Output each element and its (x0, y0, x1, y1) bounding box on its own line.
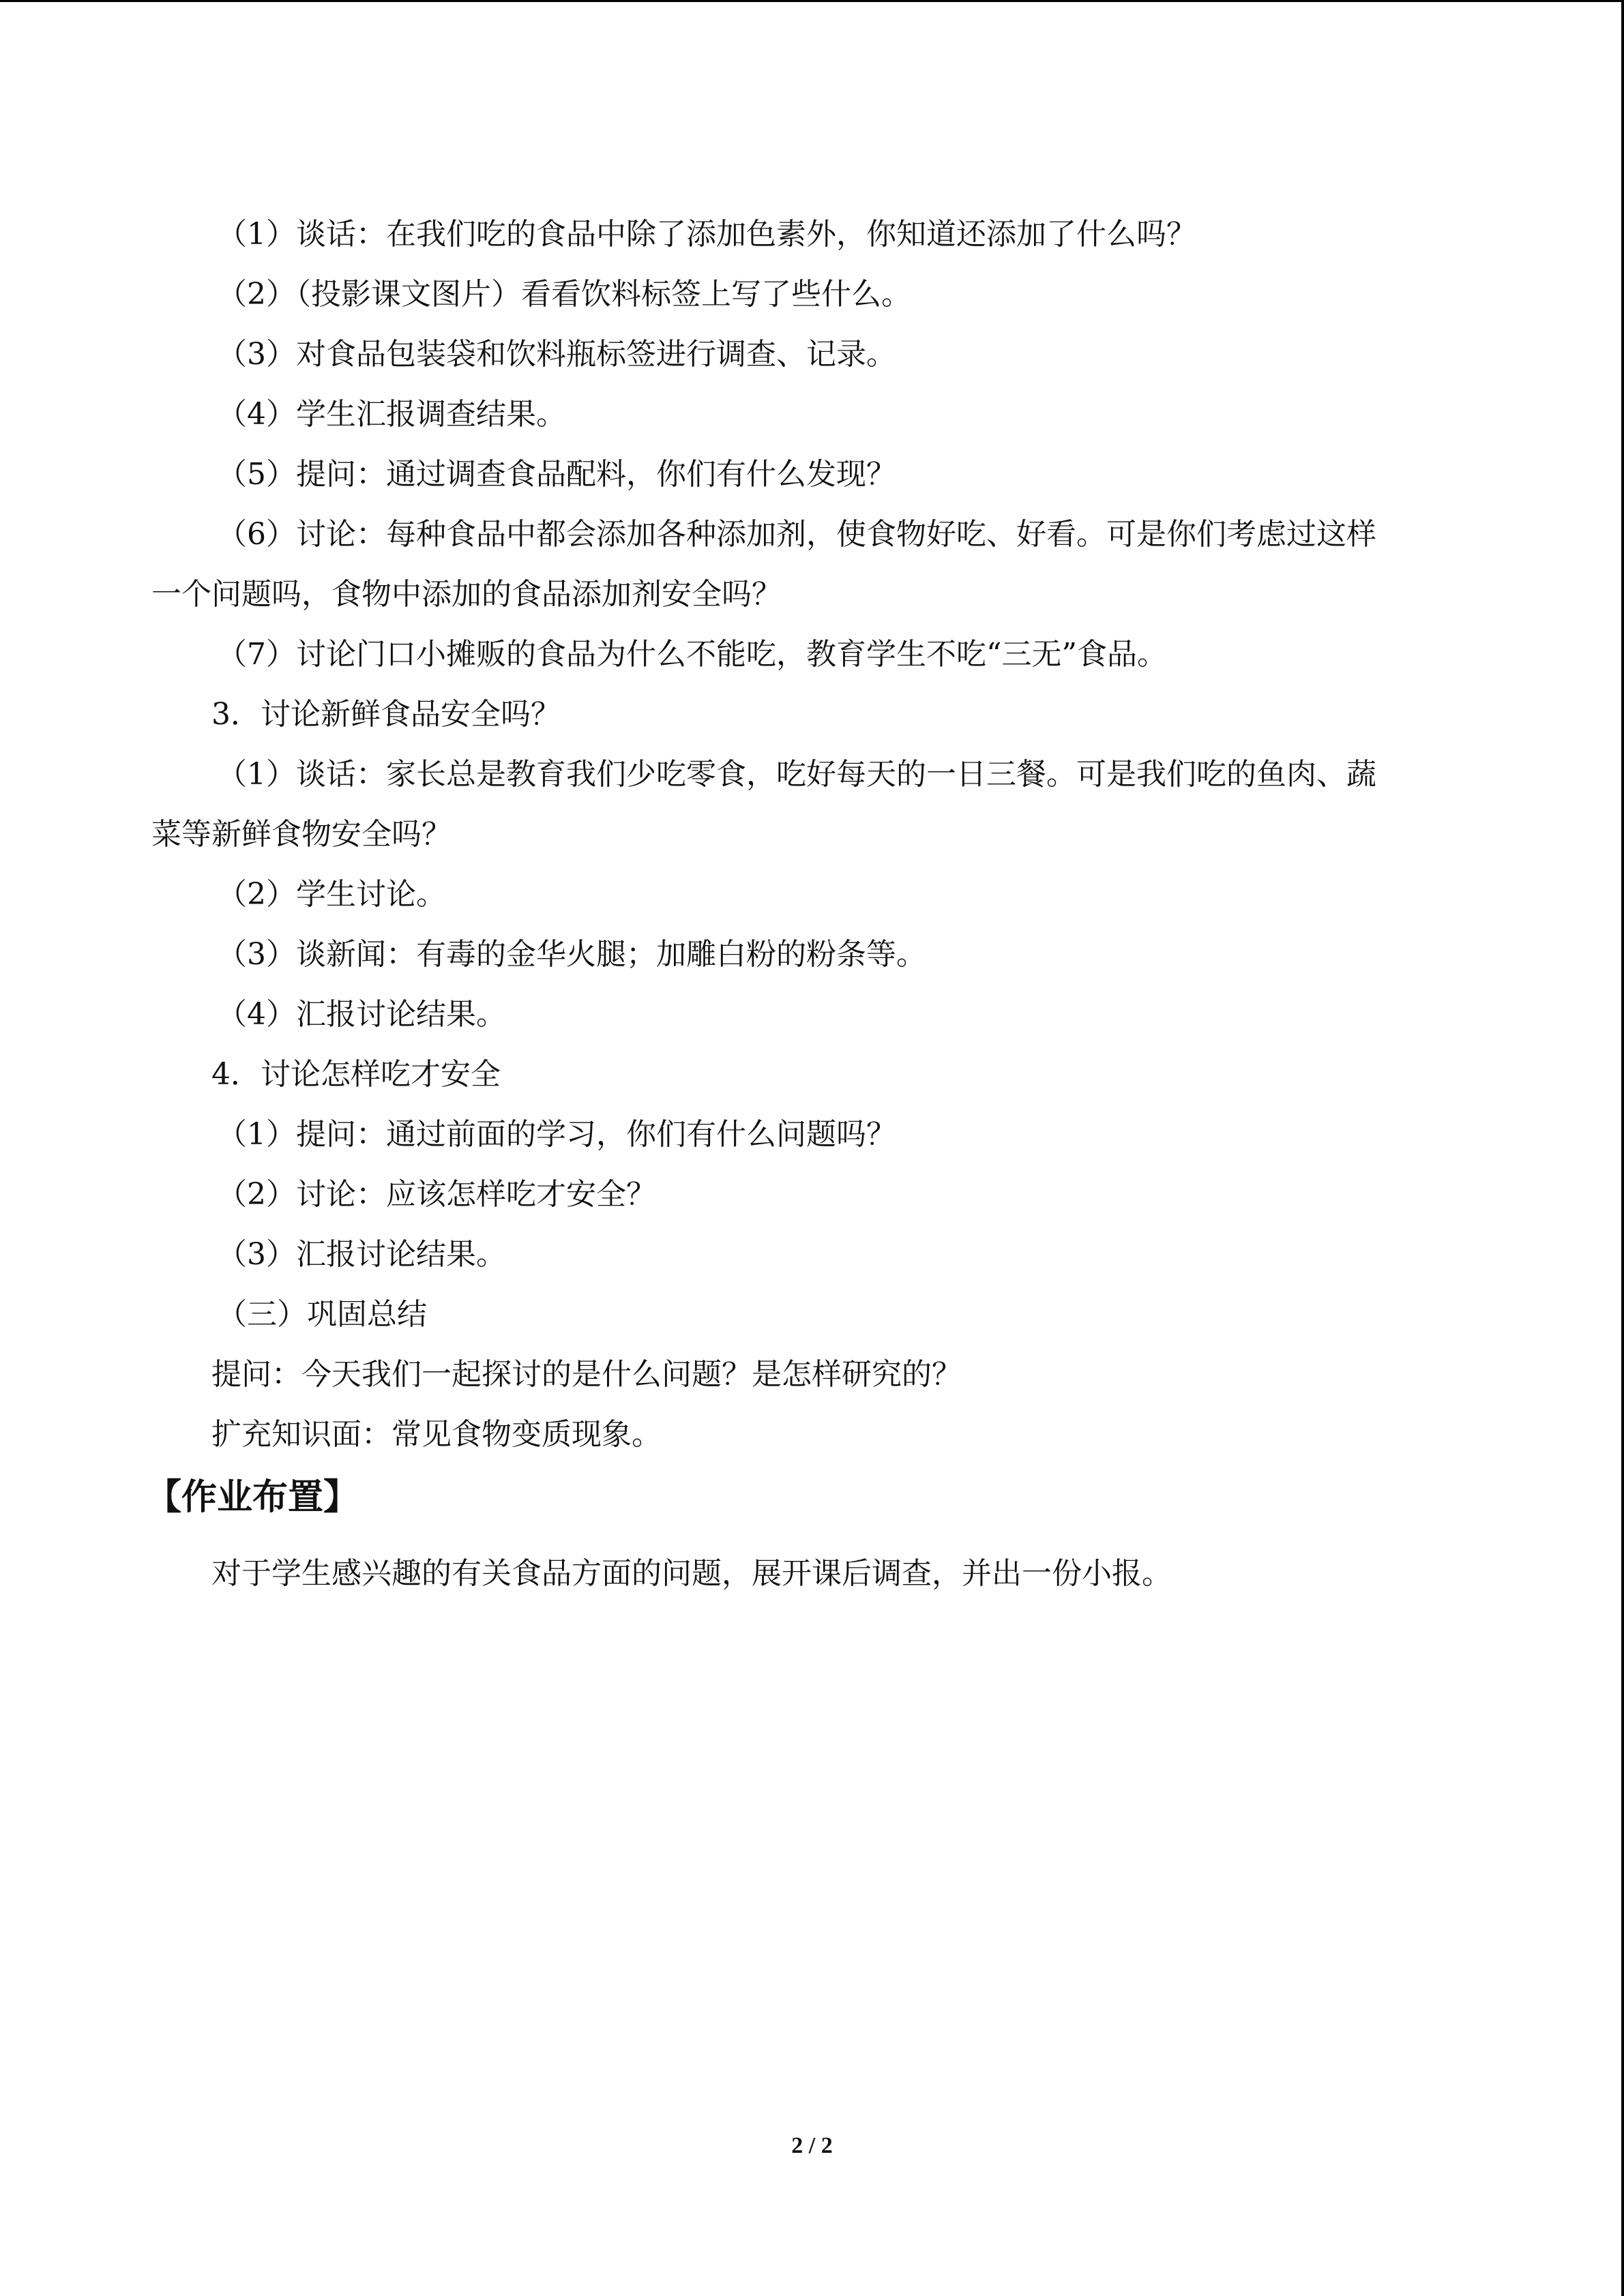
document-body (146, 205, 1488, 1604)
paragraph-line: 提问：今天我们一起探讨的是什么问题？是怎样研究的？ (211, 1357, 962, 1392)
paragraph-line: 菜等新鲜食物安全吗？ (151, 817, 452, 852)
paragraph-line: （5）提问：通过调查食品配料，你们有什么发现？ (217, 457, 896, 492)
paragraph-line: （1）谈话：在我们吃的食品中除了添加色素外，你知道还添加了什么吗？ (217, 217, 1196, 252)
paragraph-line: （6）讨论：每种食品中都会添加各种添加剂，使食物好吃、好看。可是你们考虑过这样 (217, 517, 1376, 552)
section-heading: （三）巩固总结 (217, 1297, 427, 1332)
paragraph-line: （2）（投影课文图片）看看饮料标签上写了些什么。 (217, 277, 911, 312)
section-heading: 3．讨论新鲜食品安全吗？ (211, 697, 561, 732)
paragraph-line: （3）对食品包装袋和饮料瓶标签进行调查、记录。 (217, 337, 896, 372)
page-number: 2 / 2 (791, 2133, 833, 2158)
paragraph-line: （7）讨论门口小摊贩的食品为什么不能吃，教育学生不吃“三无”食品。 (217, 637, 1167, 672)
paragraph-line: （2）讨论：应该怎样吃才安全？ (217, 1177, 656, 1212)
paragraph-line: 扩充知识面：常见食物变质现象。 (211, 1417, 662, 1452)
homework-heading: 【作业布置】 (146, 1477, 359, 1518)
paragraph-line: （3）谈新闻：有毒的金华火腿；加雕白粉的粉条等。 (217, 937, 926, 972)
page-right-border (1621, 0, 1624, 2296)
paragraph-line: （2）学生讨论。 (217, 877, 446, 912)
paragraph-line: （1）谈话：家长总是教育我们少吃零食，吃好每天的一日三餐。可是我们吃的鱼肉、蔬 (217, 757, 1376, 792)
paragraph-line: （4）学生汇报调查结果。 (217, 397, 566, 432)
page-top-border (0, 0, 1624, 2)
paragraph-line: （3）汇报讨论结果。 (217, 1237, 506, 1272)
paragraph-line: （4）汇报讨论结果。 (217, 997, 506, 1032)
paragraph-line: 一个问题吗，食物中添加的食品添加剂安全吗？ (151, 577, 782, 612)
section-heading: 4．讨论怎样吃才安全 (211, 1057, 501, 1092)
homework-text: 对于学生感兴趣的有关食品方面的问题，展开课后调查，并出一份小报。 (211, 1556, 1172, 1591)
paragraph-line: （1）提问：通过前面的学习，你们有什么问题吗？ (217, 1117, 896, 1152)
